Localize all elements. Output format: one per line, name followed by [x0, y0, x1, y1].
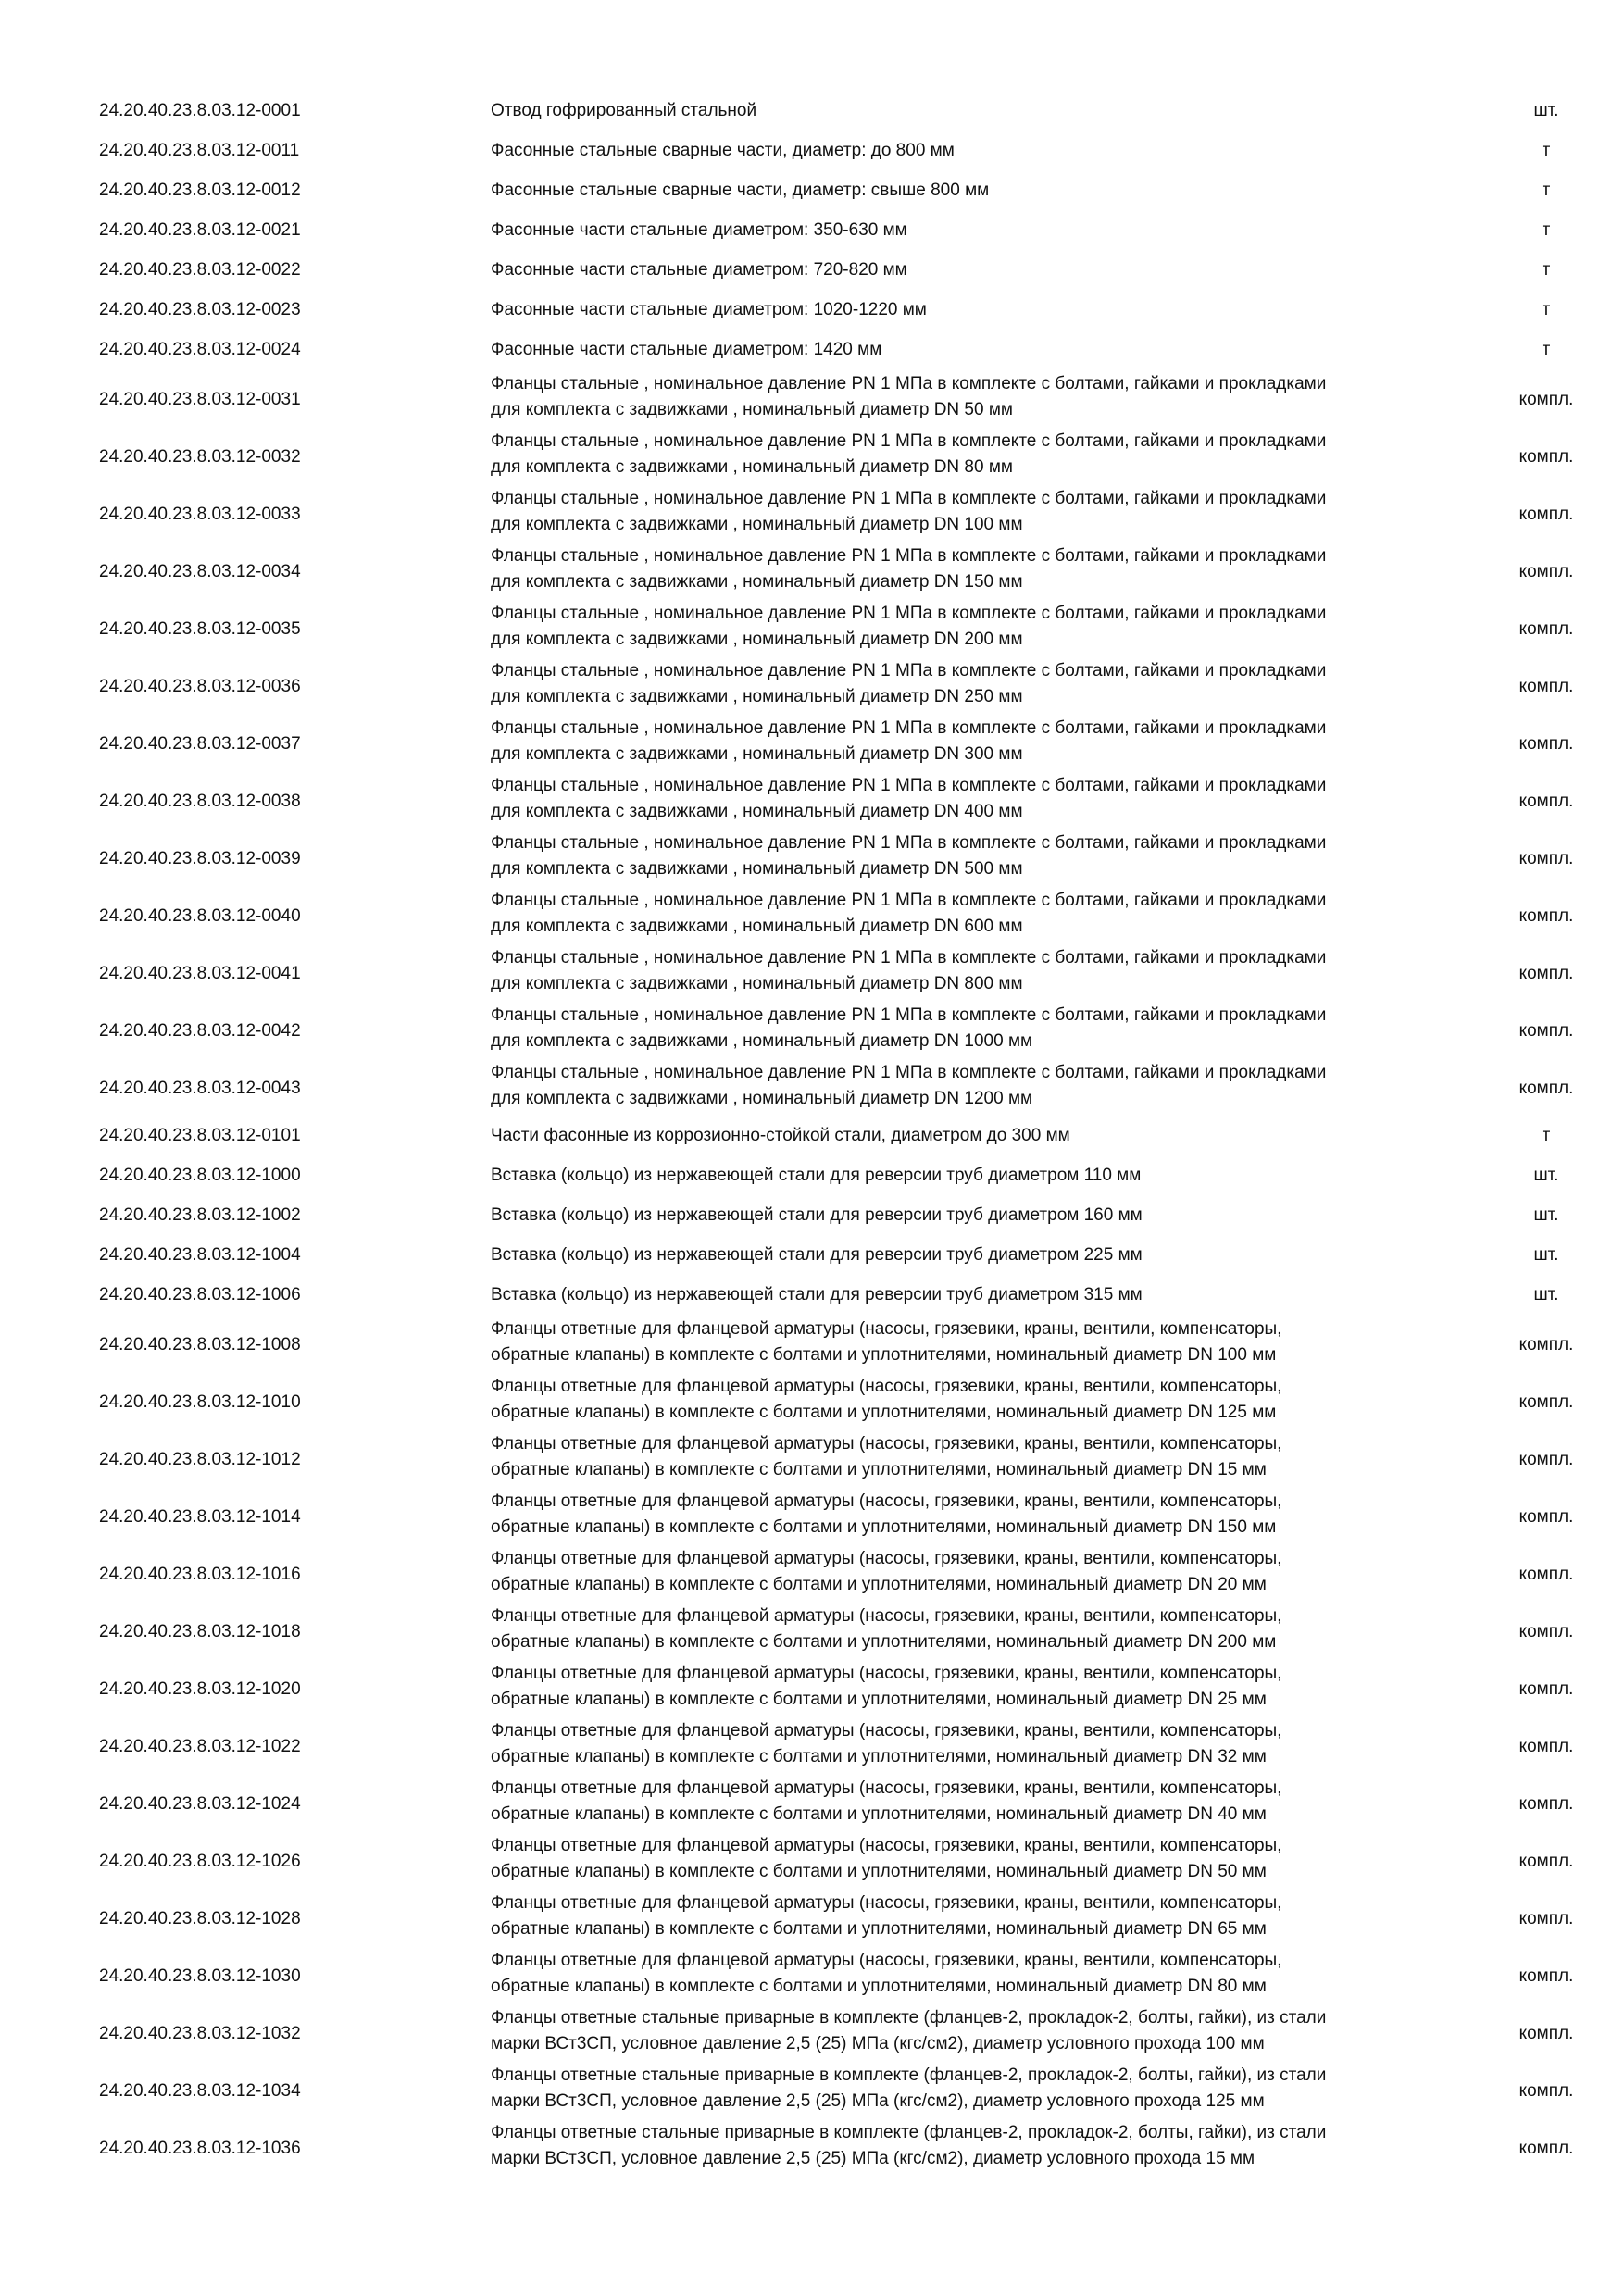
item-name: Фланцы стальные , номинальное давление PN 1 МПа в комплекте с болтами, гайками и прокладками для комплекта с задвижками , номинальный диаметр DN 200 мм [491, 604, 1327, 649]
item-unit: т [1542, 300, 1551, 319]
item-name: Фланцы ответные для фланцевой арматуры (насосы, грязевики, краны, вентили, компенсаторы, обратные клапаны) в комплекте с болтами и уплотнителями, номинальный диаметр DN 65 мм [491, 1893, 1282, 1939]
table-row [0, 1195, 1624, 1235]
item-name: Фланцы стальные , номинальное давление PN 1 МПа в комплекте с болтами, гайками и прокладками для комплекта с задвижками , номинальный диаметр DN 150 мм [491, 546, 1327, 592]
item-code: 24.20.40.23.8.03.12-1016 [99, 1565, 301, 1584]
item-unit: компл. [1518, 1021, 1574, 1041]
item-code: 24.20.40.23.8.03.12-0101 [99, 1126, 301, 1145]
item-name: Фланцы стальные , номинальное давление PN 1 МПа в комплекте с болтами, гайками и прокладками для комплекта с задвижками , номинальный диаметр DN 600 мм [491, 891, 1327, 936]
table-row [0, 1315, 1624, 1372]
item-unit: т [1542, 141, 1551, 160]
item-code: 24.20.40.23.8.03.12-1022 [99, 1737, 301, 1756]
item-code: 24.20.40.23.8.03.12-1028 [99, 1909, 301, 1928]
item-code: 24.20.40.23.8.03.12-0038 [99, 792, 301, 811]
item-name: Фланцы стальные , номинальное давление PN 1 МПа в комплекте с болтами, гайками и прокладками для комплекта с задвижками , номинальный диаметр DN 100 мм [491, 489, 1327, 534]
table-row [0, 943, 1624, 1001]
item-code: 24.20.40.23.8.03.12-1004 [99, 1245, 301, 1265]
item-code: 24.20.40.23.8.03.12-0024 [99, 340, 301, 359]
item-code: 24.20.40.23.8.03.12-1010 [99, 1392, 301, 1412]
item-name: Фланцы стальные , номинальное давление PN 1 МПа в комплекте с болтами, гайками и прокладками для комплекта с задвижками , номинальный диаметр DN 250 мм [491, 661, 1327, 706]
item-code: 24.20.40.23.8.03.12-0041 [99, 964, 301, 983]
item-unit: компл. [1518, 1852, 1574, 1871]
item-code: 24.20.40.23.8.03.12-0032 [99, 447, 301, 467]
item-unit: компл. [1518, 1079, 1574, 1098]
table-row [0, 1544, 1624, 1602]
item-name: Фасонные части стальные диаметром: 1420 мм [491, 340, 882, 359]
table-row [0, 427, 1624, 484]
table-row [0, 829, 1624, 886]
table-row [0, 250, 1624, 290]
item-unit: компл. [1518, 505, 1574, 524]
item-name: Фланцы ответные для фланцевой арматуры (насосы, грязевики, краны, вентили, компенсаторы, обратные клапаны) в комплекте с болтами и уплотнителями, номинальный диаметр DN 25 мм [491, 1664, 1282, 1709]
item-code: 24.20.40.23.8.03.12-1002 [99, 1205, 301, 1225]
item-code: 24.20.40.23.8.03.12-1030 [99, 1966, 301, 1986]
item-unit: шт. [1533, 1205, 1559, 1225]
table-row [0, 1602, 1624, 1659]
item-code: 24.20.40.23.8.03.12-0023 [99, 300, 301, 319]
item-unit: компл. [1518, 1679, 1574, 1699]
item-unit: т [1542, 340, 1551, 359]
item-name: Фланцы стальные , номинальное давление PN 1 МПа в комплекте с болтами, гайками и прокладками для комплекта с задвижками , номинальный диаметр DN 1000 мм [491, 1005, 1327, 1051]
table-row [0, 771, 1624, 829]
table-row [0, 1275, 1624, 1315]
item-code: 24.20.40.23.8.03.12-0001 [99, 101, 301, 120]
table-row [0, 1001, 1624, 1058]
item-code: 24.20.40.23.8.03.12-0031 [99, 390, 301, 409]
table-row [0, 1235, 1624, 1275]
table-row [0, 656, 1624, 714]
item-name: Фланцы ответные для фланцевой арматуры (насосы, грязевики, краны, вентили, компенсаторы, обратные клапаны) в комплекте с болтами и уплотнителями, номинальный диаметр DN 32 мм [491, 1721, 1282, 1766]
item-unit: компл. [1518, 2024, 1574, 2043]
item-name: Вставка (кольцо) из нержавеющей стали для реверсии труб диаметром 225 мм [491, 1245, 1143, 1265]
item-unit: компл. [1518, 1392, 1574, 1412]
item-code: 24.20.40.23.8.03.12-0037 [99, 734, 301, 754]
item-unit: шт. [1533, 1245, 1559, 1265]
table-row [0, 714, 1624, 771]
item-name: Фланцы стальные , номинальное давление PN 1 МПа в комплекте с болтами, гайками и прокладками для комплекта с задвижками , номинальный диаметр DN 500 мм [491, 833, 1327, 879]
item-code: 24.20.40.23.8.03.12-0034 [99, 562, 301, 581]
item-name: Вставка (кольцо) из нержавеющей стали для реверсии труб диаметром 315 мм [491, 1285, 1143, 1304]
item-name: Фланцы ответные для фланцевой арматуры (насосы, грязевики, краны, вентили, компенсаторы, обратные клапаны) в комплекте с болтами и уплотнителями, номинальный диаметр DN 50 мм [491, 1836, 1282, 1881]
item-unit: компл. [1518, 1737, 1574, 1756]
item-name: Фланцы ответные для фланцевой арматуры (насосы, грязевики, краны, вентили, компенсаторы, обратные клапаны) в комплекте с болтами и уплотнителями, номинальный диаметр DN 40 мм [491, 1778, 1282, 1824]
item-name: Фланцы ответные для фланцевой арматуры (насосы, грязевики, краны, вентили, компенсаторы, обратные клапаны) в комплекте с болтами и уплотнителями, номинальный диаметр DN 125 мм [491, 1377, 1282, 1422]
item-code: 24.20.40.23.8.03.12-1000 [99, 1166, 301, 1185]
item-unit: компл. [1518, 1565, 1574, 1584]
table-row [0, 131, 1624, 170]
table-row [0, 1372, 1624, 1429]
item-code: 24.20.40.23.8.03.12-0043 [99, 1079, 301, 1098]
item-unit: компл. [1518, 1966, 1574, 1986]
table-row [0, 1659, 1624, 1716]
item-name: Отвод гофрированный стальной [491, 101, 757, 120]
item-name: Фланцы ответные для фланцевой арматуры (насосы, грязевики, краны, вентили, компенсаторы, обратные клапаны) в комплекте с болтами и уплотнителями, номинальный диаметр DN 150 мм [491, 1491, 1282, 1537]
item-code: 24.20.40.23.8.03.12-0039 [99, 849, 301, 868]
table-row [0, 1429, 1624, 1487]
table-row [0, 2003, 1624, 2061]
table-row [0, 542, 1624, 599]
table-row [0, 1058, 1624, 1116]
item-name: Фланцы ответные для фланцевой арматуры (насосы, грязевики, краны, вентили, компенсаторы, обратные клапаны) в комплекте с болтами и уплотнителями, номинальный диаметр DN 200 мм [491, 1606, 1282, 1652]
item-unit: компл. [1518, 562, 1574, 581]
item-unit: компл. [1518, 1794, 1574, 1814]
item-name: Фланцы ответные стальные приварные в комплекте (фланцев-2, прокладок-2, болты, гайки), из стали марки ВСт3СП, условное давление 2,5 (25) МПа (кгс/см2), диаметр условного прохода 125 мм [491, 2065, 1327, 2111]
item-unit: компл. [1518, 1622, 1574, 1641]
item-unit: т [1542, 220, 1551, 240]
item-unit: т [1542, 260, 1551, 280]
item-name: Фланцы стальные , номинальное давление PN 1 МПа в комплекте с болтами, гайками и прокладками для комплекта с задвижками , номинальный диаметр DN 80 мм [491, 431, 1327, 477]
item-code: 24.20.40.23.8.03.12-0012 [99, 181, 301, 200]
item-unit: компл. [1518, 906, 1574, 926]
item-name: Части фасонные из коррозионно-стойкой стали, диаметром до 300 мм [491, 1126, 1070, 1145]
item-name: Фланцы ответные для фланцевой арматуры (насосы, грязевики, краны, вентили, компенсаторы, обратные клапаны) в комплекте с болтами и уплотнителями, номинальный диаметр DN 15 мм [491, 1434, 1282, 1479]
item-code: 24.20.40.23.8.03.12-0021 [99, 220, 301, 240]
item-code: 24.20.40.23.8.03.12-1024 [99, 1794, 301, 1814]
item-code: 24.20.40.23.8.03.12-1014 [99, 1507, 301, 1527]
item-name: Фланцы ответные для фланцевой арматуры (насосы, грязевики, краны, вентили, компенсаторы, обратные клапаны) в комплекте с болтами и уплотнителями, номинальный диаметр DN 20 мм [491, 1549, 1282, 1594]
table-row [0, 330, 1624, 369]
item-code: 24.20.40.23.8.03.12-1032 [99, 2024, 301, 2043]
item-code: 24.20.40.23.8.03.12-1026 [99, 1852, 301, 1871]
item-name: Фасонные части стальные диаметром: 720-820 мм [491, 260, 907, 280]
item-code: 24.20.40.23.8.03.12-0042 [99, 1021, 301, 1041]
item-unit: т [1542, 1126, 1551, 1145]
item-name: Фасонные части стальные диаметром: 1020-1220 мм [491, 300, 927, 319]
item-unit: компл. [1518, 734, 1574, 754]
table-row [0, 1946, 1624, 2003]
item-code: 24.20.40.23.8.03.12-1008 [99, 1335, 301, 1354]
item-name: Фланцы ответные для фланцевой арматуры (насосы, грязевики, краны, вентили, компенсаторы, обратные клапаны) в комплекте с болтами и уплотнителями, номинальный диаметр DN 100 мм [491, 1319, 1282, 1365]
table-row [0, 1831, 1624, 1889]
item-unit: шт. [1533, 1285, 1559, 1304]
item-unit: компл. [1518, 2139, 1574, 2158]
item-code: 24.20.40.23.8.03.12-0036 [99, 677, 301, 696]
document-table [0, 91, 1624, 2176]
item-code: 24.20.40.23.8.03.12-0011 [99, 141, 300, 160]
table-row [0, 369, 1624, 427]
item-unit: компл. [1518, 792, 1574, 811]
item-unit: компл. [1518, 447, 1574, 467]
item-unit: компл. [1518, 390, 1574, 409]
item-code: 24.20.40.23.8.03.12-0040 [99, 906, 301, 926]
table-row [0, 2118, 1624, 2176]
item-name: Фасонные стальные сварные части, диаметр: до 800 мм [491, 141, 955, 160]
item-name: Фланцы стальные , номинальное давление PN 1 МПа в комплекте с болтами, гайками и прокладками для комплекта с задвижками , номинальный диаметр DN 800 мм [491, 948, 1327, 993]
item-code: 24.20.40.23.8.03.12-0022 [99, 260, 301, 280]
table-row [0, 599, 1624, 656]
item-name: Фланцы ответные стальные приварные в комплекте (фланцев-2, прокладок-2, болты, гайки), из стали марки ВСт3СП, условное давление 2,5 (25) МПа (кгс/см2), диаметр условного прохода 100 мм [491, 2008, 1327, 2053]
item-name: Фасонные части стальные диаметром: 350-630 мм [491, 220, 907, 240]
item-code: 24.20.40.23.8.03.12-1036 [99, 2139, 301, 2158]
item-unit: компл. [1518, 964, 1574, 983]
item-unit: компл. [1518, 1450, 1574, 1469]
item-name: Фланцы стальные , номинальное давление PN 1 МПа в комплекте с болтами, гайками и прокладками для комплекта с задвижками , номинальный диаметр DN 50 мм [491, 374, 1327, 419]
item-code: 24.20.40.23.8.03.12-1012 [99, 1450, 301, 1469]
item-code: 24.20.40.23.8.03.12-0035 [99, 619, 301, 639]
item-unit: компл. [1518, 1507, 1574, 1527]
table-row [0, 170, 1624, 210]
item-unit: компл. [1518, 1335, 1574, 1354]
item-unit: компл. [1518, 1909, 1574, 1928]
table-row [0, 484, 1624, 542]
item-name: Фланцы стальные , номинальное давление PN 1 МПа в комплекте с болтами, гайками и прокладками для комплекта с задвижками , номинальный диаметр DN 300 мм [491, 718, 1327, 764]
item-unit: шт. [1533, 101, 1559, 120]
item-unit: компл. [1518, 849, 1574, 868]
table-row [0, 2061, 1624, 2118]
table-row [0, 290, 1624, 330]
item-code: 24.20.40.23.8.03.12-1020 [99, 1679, 301, 1699]
item-code: 24.20.40.23.8.03.12-1034 [99, 2081, 301, 2101]
item-name: Фланцы ответные стальные приварные в комплекте (фланцев-2, прокладок-2, болты, гайки), из стали марки ВСт3СП, условное давление 2,5 (25) МПа (кгс/см2), диаметр условного прохода 15 мм [491, 2123, 1327, 2168]
item-name: Фланцы стальные , номинальное давление PN 1 МПа в комплекте с болтами, гайками и прокладками для комплекта с задвижками , номинальный диаметр DN 1200 мм [491, 1063, 1327, 1108]
item-unit: компл. [1518, 677, 1574, 696]
item-name: Фланцы ответные для фланцевой арматуры (насосы, грязевики, краны, вентили, компенсаторы, обратные клапаны) в комплекте с болтами и уплотнителями, номинальный диаметр DN 80 мм [491, 1951, 1282, 1996]
table-row [0, 91, 1624, 131]
item-name: Вставка (кольцо) из нержавеющей стали для реверсии труб диаметром 160 мм [491, 1205, 1143, 1225]
table-row [0, 1487, 1624, 1544]
item-code: 24.20.40.23.8.03.12-1018 [99, 1622, 301, 1641]
table-row [0, 1155, 1624, 1195]
table-row [0, 1116, 1624, 1155]
table-row [0, 1889, 1624, 1946]
item-name: Вставка (кольцо) из нержавеющей стали для реверсии труб диаметром 110 мм [491, 1166, 1142, 1185]
item-code: 24.20.40.23.8.03.12-0033 [99, 505, 301, 524]
item-name: Фасонные стальные сварные части, диаметр: свыше 800 мм [491, 181, 990, 200]
item-unit: шт. [1533, 1166, 1559, 1185]
item-unit: компл. [1518, 2081, 1574, 2101]
table-row [0, 1774, 1624, 1831]
table-row [0, 210, 1624, 250]
table-row [0, 886, 1624, 943]
item-unit: т [1542, 181, 1551, 200]
item-name: Фланцы стальные , номинальное давление PN 1 МПа в комплекте с болтами, гайками и прокладками для комплекта с задвижками , номинальный диаметр DN 400 мм [491, 776, 1327, 821]
item-code: 24.20.40.23.8.03.12-1006 [99, 1285, 301, 1304]
item-unit: компл. [1518, 619, 1574, 639]
table-row [0, 1716, 1624, 1774]
